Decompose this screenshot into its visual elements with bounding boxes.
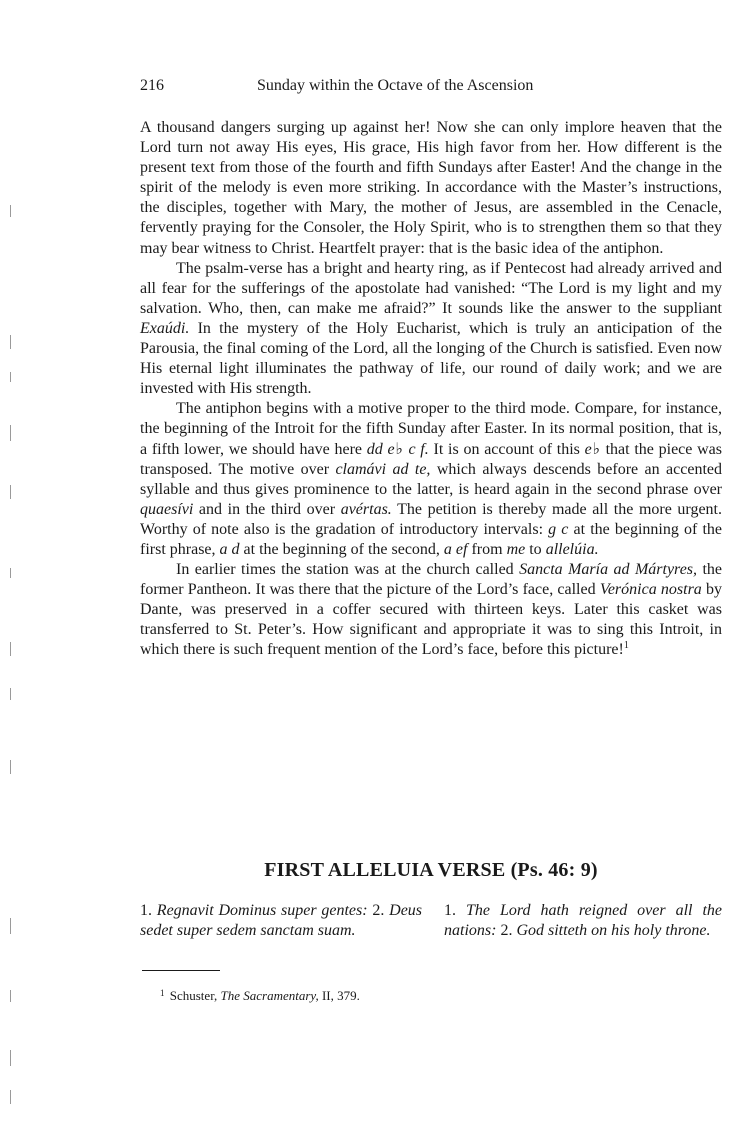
italic-term: me (506, 540, 526, 558)
footnote-reference: 1 (623, 640, 629, 652)
paragraph (140, 560, 722, 660)
italic-term: Regnavit Dominus super gentes: (156, 902, 368, 919)
scan-mark (10, 760, 11, 774)
scan-mark (10, 1090, 11, 1104)
italic-term: a ef (443, 540, 468, 558)
scan-mark (10, 205, 11, 217)
paragraph (140, 118, 722, 259)
scan-mark (10, 335, 11, 349)
italic-term: Verónica nostra (599, 581, 702, 599)
scan-mark (10, 568, 11, 578)
verse-latin (140, 901, 422, 941)
body-text (140, 118, 722, 661)
italic-term: Deus sedet super sedem sanctam suam. (140, 902, 423, 939)
footnote-rule (142, 970, 220, 971)
italic-term: Exaúdi. (140, 319, 190, 337)
text-run: In earlier times the station was at the church called (176, 561, 520, 579)
text-run: 2. (496, 922, 517, 939)
text-run: The petition is thereby made all the more urgent. Worthy of note also is the gradation of introductory intervals: (140, 500, 723, 538)
italic-term: a d (219, 540, 240, 558)
italic-term: clamávi ad te, (335, 460, 431, 478)
scan-mark (10, 918, 11, 934)
running-title: Sunday within the Octave of the Ascension (257, 77, 534, 94)
text-run: by Dante, was preserved in a coffer secured with thirteen keys. Later this casket was transferred to St. Peter’s. How significant and appropriate it was to sing this Introit, in which there is such frequent mention of the Lord’s face, before this picture! (140, 581, 723, 659)
italic-term: God sitteth on his holy throne. (516, 922, 711, 939)
text-run: A thousand dangers surging up against her! Now she can only implore heaven that the Lord turn not away His eyes, His grace, His high favor from her. How different is the present text from those of the fourth and fifth Sundays after Easter! And the change in the spirit of the melody is even more striking. In accordance with the Master’s instructions, the disciples, together with Mary, the mother of Jesus, are assembled in the Cenacle, fervently praying for the Consoler, the Holy Spirit, who is to strengthen them so that they may bear witness to Christ. Heartfelt prayer: that is the basic idea of the antiphon. (140, 119, 722, 257)
page-number: 216 (140, 77, 164, 94)
footnote-number: 1 (160, 988, 165, 998)
scan-mark (10, 688, 11, 700)
scan-mark (10, 485, 11, 499)
italic-term: avértas. (340, 500, 392, 518)
section-heading: FIRST ALLELUIA VERSE (Ps. 46: 9) (264, 859, 598, 881)
italic-term: The Lord hath reigned over all the nations: (444, 902, 723, 939)
italic-term: e♭ (584, 440, 601, 458)
scan-mark (10, 642, 11, 656)
text-run: The antiphon begins with a motive proper to the third mode. Compare, for instance, the beginning of the Introit for the fifth Sunday after Easter. In its normal position, that is, a fifth lower, we should have here (140, 400, 722, 458)
footnote-author: Schuster, (169, 988, 218, 1003)
text-run: the former Pantheon. It was there that the picture of the Lord’s face, called (140, 561, 723, 599)
text-run: that the piece was transposed. The motive over (140, 440, 723, 478)
running-head (140, 76, 722, 96)
verse-english (444, 901, 722, 941)
italic-term: g c (548, 520, 569, 538)
footnote-locator: II, 379. (321, 988, 360, 1003)
text-run: which always descends before an accented syllable and thus gives prominence to the latter, is heard again in the second phrase over (140, 460, 722, 498)
text-run: 1. (140, 902, 157, 919)
paragraph (140, 399, 722, 560)
italic-term: Sancta María ad Mártyres, (519, 561, 698, 579)
scan-mark (10, 425, 11, 441)
scan-mark (10, 1050, 11, 1066)
italic-term: dd e♭ c f. (366, 440, 429, 458)
footnote-work: The Sacramentary, (220, 988, 319, 1003)
text-run: and in the third over (193, 500, 341, 518)
text-run: at the beginning of the second, (239, 540, 444, 558)
text-run: 2. (367, 902, 390, 919)
scan-mark (10, 372, 11, 382)
text-run: to (525, 540, 546, 558)
paragraph (140, 259, 722, 400)
text-run: at the beginning of the first phrase, (140, 520, 723, 558)
italic-term: allelúia. (545, 540, 599, 558)
text-run: from (467, 540, 507, 558)
footnote (160, 985, 360, 1004)
scan-margin-marks (10, 0, 14, 1123)
italic-term: quaesívi (140, 500, 194, 518)
text-run: It is on account of this (428, 440, 585, 458)
scan-mark (10, 990, 11, 1002)
text-run: 1. (444, 902, 466, 919)
text-run: The psalm-verse has a bright and hearty ring, as if Pentecost had already arrived and all fear for the sufferings of the apostolate had vanished: “The Lord is my light and my salvation. Who, then, can make me afraid?” It sounds like the answer to the suppliant (140, 259, 722, 317)
text-run: In the mystery of the Holy Eucharist, which is truly an anticipation of the Parousia, the final coming of the Lord, all the longing of the Church is satisfied. Even now His eternal light illuminates the pathway of life, our round of daily work; and we are invested with His strength. (140, 319, 722, 398)
